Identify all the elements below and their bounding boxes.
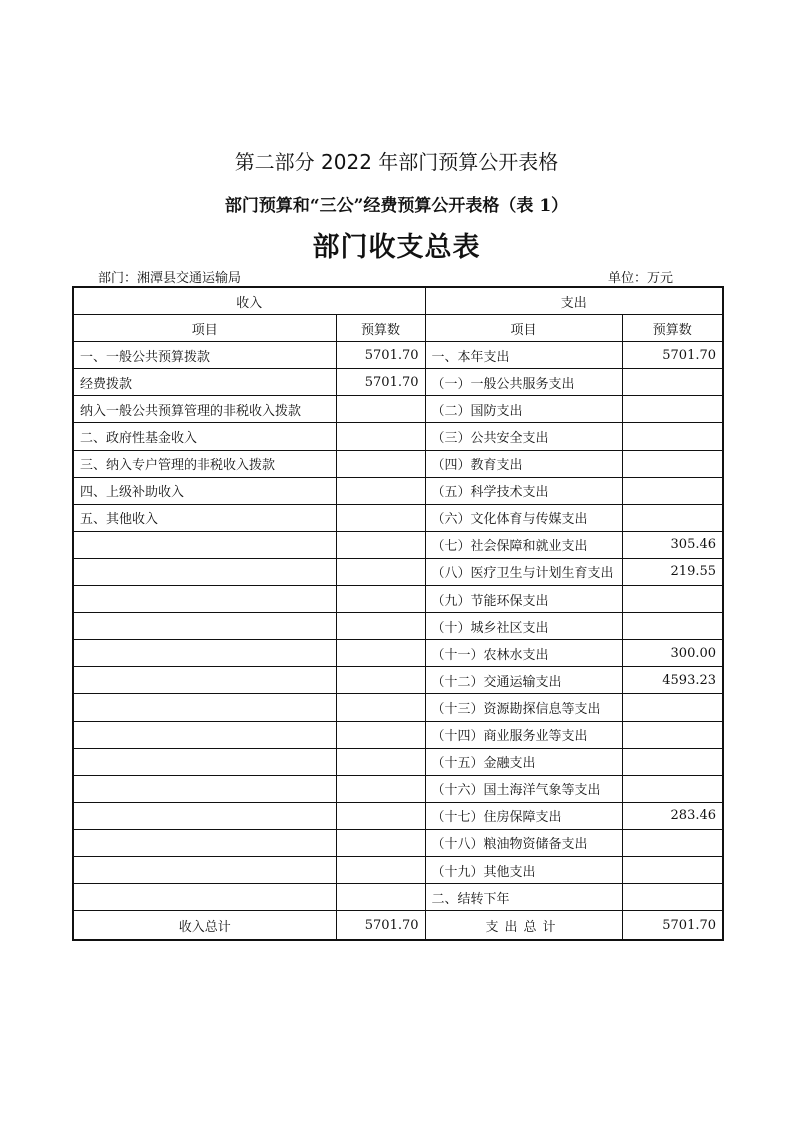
- income-value-cell: [336, 586, 425, 613]
- expense-item-cell: （六）文化体育与传媒支出: [425, 504, 622, 531]
- income-item-cell: 纳入一般公共预算管理的非税收入拨款: [73, 396, 336, 423]
- income-value-cell: 5701.70: [336, 369, 425, 396]
- income-item-cell: [73, 667, 336, 694]
- table-row: [73, 613, 723, 640]
- income-item-cell: [73, 884, 336, 911]
- income-item-cell: 二、政府性基金收入: [73, 423, 336, 450]
- expense-value-cell: [622, 613, 723, 640]
- income-value-cell: [336, 396, 425, 423]
- income-value-cell: [336, 640, 425, 667]
- expense-value-cell: [622, 829, 723, 856]
- income-item-cell: [73, 613, 336, 640]
- table-row: [73, 477, 723, 504]
- expense-item-cell: 一、本年支出: [425, 342, 622, 369]
- table-row: [73, 369, 723, 396]
- income-item-cell: [73, 640, 336, 667]
- expense-item-cell: （五）科学技术支出: [425, 477, 622, 504]
- section-title: 第二部分 2022 年部门预算公开表格: [234, 150, 559, 174]
- table-row: [73, 342, 723, 369]
- table-row: [73, 423, 723, 450]
- income-value-cell: [336, 721, 425, 748]
- budget-summary-table: [72, 286, 724, 941]
- expense-value-cell: 4593.23: [622, 667, 723, 694]
- table-row: [73, 504, 723, 531]
- expense-value-cell: [622, 369, 723, 396]
- expense-item-cell: （四）教育支出: [425, 450, 622, 477]
- expense-value-cell: [622, 721, 723, 748]
- income-value-cell: [336, 423, 425, 450]
- table-row: [73, 802, 723, 829]
- table-row: [73, 396, 723, 423]
- expense-item-cell: （三）公共安全支出: [425, 423, 622, 450]
- income-item-cell: [73, 694, 336, 721]
- expense-value-cell: [622, 748, 723, 775]
- table-row: [73, 586, 723, 613]
- expense-item-cell: （十五）金融支出: [425, 748, 622, 775]
- income-section-header: 收入: [73, 287, 425, 315]
- income-value-cell: [336, 477, 425, 504]
- expense-item-cell: （十二）交通运输支出: [425, 667, 622, 694]
- header-row-columns: [73, 315, 723, 342]
- income-item-cell: [73, 531, 336, 558]
- expense-value-cell: [622, 504, 723, 531]
- expense-item-cell: 二、结转下年: [425, 884, 622, 911]
- income-value-cell: [336, 775, 425, 802]
- income-value-cell: [336, 884, 425, 911]
- table-row: [73, 775, 723, 802]
- expense-item-cell: （十八）粮油物资储备支出: [425, 829, 622, 856]
- income-value-cell: [336, 504, 425, 531]
- income-item-cell: [73, 802, 336, 829]
- header-row-sections: [73, 287, 723, 315]
- income-value-cell: [336, 802, 425, 829]
- income-value-cell: [336, 856, 425, 883]
- income-item-cell: [73, 586, 336, 613]
- expense-item-cell: （二）国防支出: [425, 396, 622, 423]
- table-row: [73, 694, 723, 721]
- income-total-label: 收入总计: [73, 911, 336, 941]
- expense-value-cell: 283.46: [622, 802, 723, 829]
- table-row: [73, 558, 723, 585]
- table-title: 部门收支总表: [312, 232, 481, 263]
- total-row: [73, 911, 723, 941]
- income-budget-header: 预算数: [336, 315, 425, 342]
- income-item-cell: 五、其他收入: [73, 504, 336, 531]
- expense-value-cell: 219.55: [622, 558, 723, 585]
- expense-item-header: 项目: [425, 315, 622, 342]
- expense-value-cell: 5701.70: [622, 342, 723, 369]
- expense-item-cell: （十七）住房保障支出: [425, 802, 622, 829]
- expense-value-cell: [622, 775, 723, 802]
- income-item-cell: [73, 856, 336, 883]
- department-label: 部门：湘潭县交通运输局: [98, 271, 242, 286]
- expense-budget-header: 预算数: [622, 315, 723, 342]
- expense-section-header: 支出: [425, 287, 723, 315]
- expense-value-cell: 305.46: [622, 531, 723, 558]
- expense-item-cell: （十九）其他支出: [425, 856, 622, 883]
- income-item-cell: 一、一般公共预算拨款: [73, 342, 336, 369]
- expense-value-cell: [622, 884, 723, 911]
- expense-item-cell: （七）社会保障和就业支出: [425, 531, 622, 558]
- expense-item-cell: （十）城乡社区支出: [425, 613, 622, 640]
- table-row: [73, 640, 723, 667]
- expense-item-cell: （九）节能环保支出: [425, 586, 622, 613]
- expense-total-value: 5701.70: [622, 911, 723, 941]
- income-item-cell: 三、纳入专户管理的非税收入拨款: [73, 450, 336, 477]
- income-value-cell: [336, 558, 425, 585]
- table-row: [73, 829, 723, 856]
- expense-value-cell: [622, 423, 723, 450]
- table-row: [73, 531, 723, 558]
- income-value-cell: [336, 613, 425, 640]
- table-row: [73, 721, 723, 748]
- expense-item-cell: （一）一般公共服务支出: [425, 369, 622, 396]
- expense-value-cell: [622, 450, 723, 477]
- expense-item-cell: （十六）国土海洋气象等支出: [425, 775, 622, 802]
- income-item-cell: [73, 829, 336, 856]
- table-body: [73, 287, 723, 940]
- income-value-cell: [336, 450, 425, 477]
- income-item-header: 项目: [73, 315, 336, 342]
- table-row: [73, 667, 723, 694]
- income-item-cell: [73, 748, 336, 775]
- expense-item-cell: （八）医疗卫生与计划生育支出: [425, 558, 622, 585]
- expense-item-cell: （十三）资源勘探信息等支出: [425, 694, 622, 721]
- income-total-value: 5701.70: [336, 911, 425, 941]
- expense-value-cell: [622, 586, 723, 613]
- income-item-cell: 四、上级补助收入: [73, 477, 336, 504]
- table-subtitle: 部门预算和“三公”经费预算公开表格（表 1）: [224, 196, 569, 216]
- unit-label: 单位：万元: [608, 271, 674, 286]
- expense-value-cell: 300.00: [622, 640, 723, 667]
- income-item-cell: [73, 558, 336, 585]
- income-value-cell: [336, 667, 425, 694]
- income-value-cell: [336, 748, 425, 775]
- income-value-cell: [336, 829, 425, 856]
- income-item-cell: 经费拨款: [73, 369, 336, 396]
- table-row: [73, 884, 723, 911]
- expense-value-cell: [622, 856, 723, 883]
- expense-item-cell: （十四）商业服务业等支出: [425, 721, 622, 748]
- income-value-cell: [336, 694, 425, 721]
- table-row: [73, 748, 723, 775]
- expense-item-cell: （十一）农林水支出: [425, 640, 622, 667]
- expense-value-cell: [622, 396, 723, 423]
- table-row: [73, 856, 723, 883]
- income-item-cell: [73, 775, 336, 802]
- income-item-cell: [73, 721, 336, 748]
- income-value-cell: [336, 531, 425, 558]
- table-row: [73, 450, 723, 477]
- expense-value-cell: [622, 694, 723, 721]
- expense-total-label: 支出总计: [425, 911, 622, 941]
- expense-value-cell: [622, 477, 723, 504]
- income-value-cell: 5701.70: [336, 342, 425, 369]
